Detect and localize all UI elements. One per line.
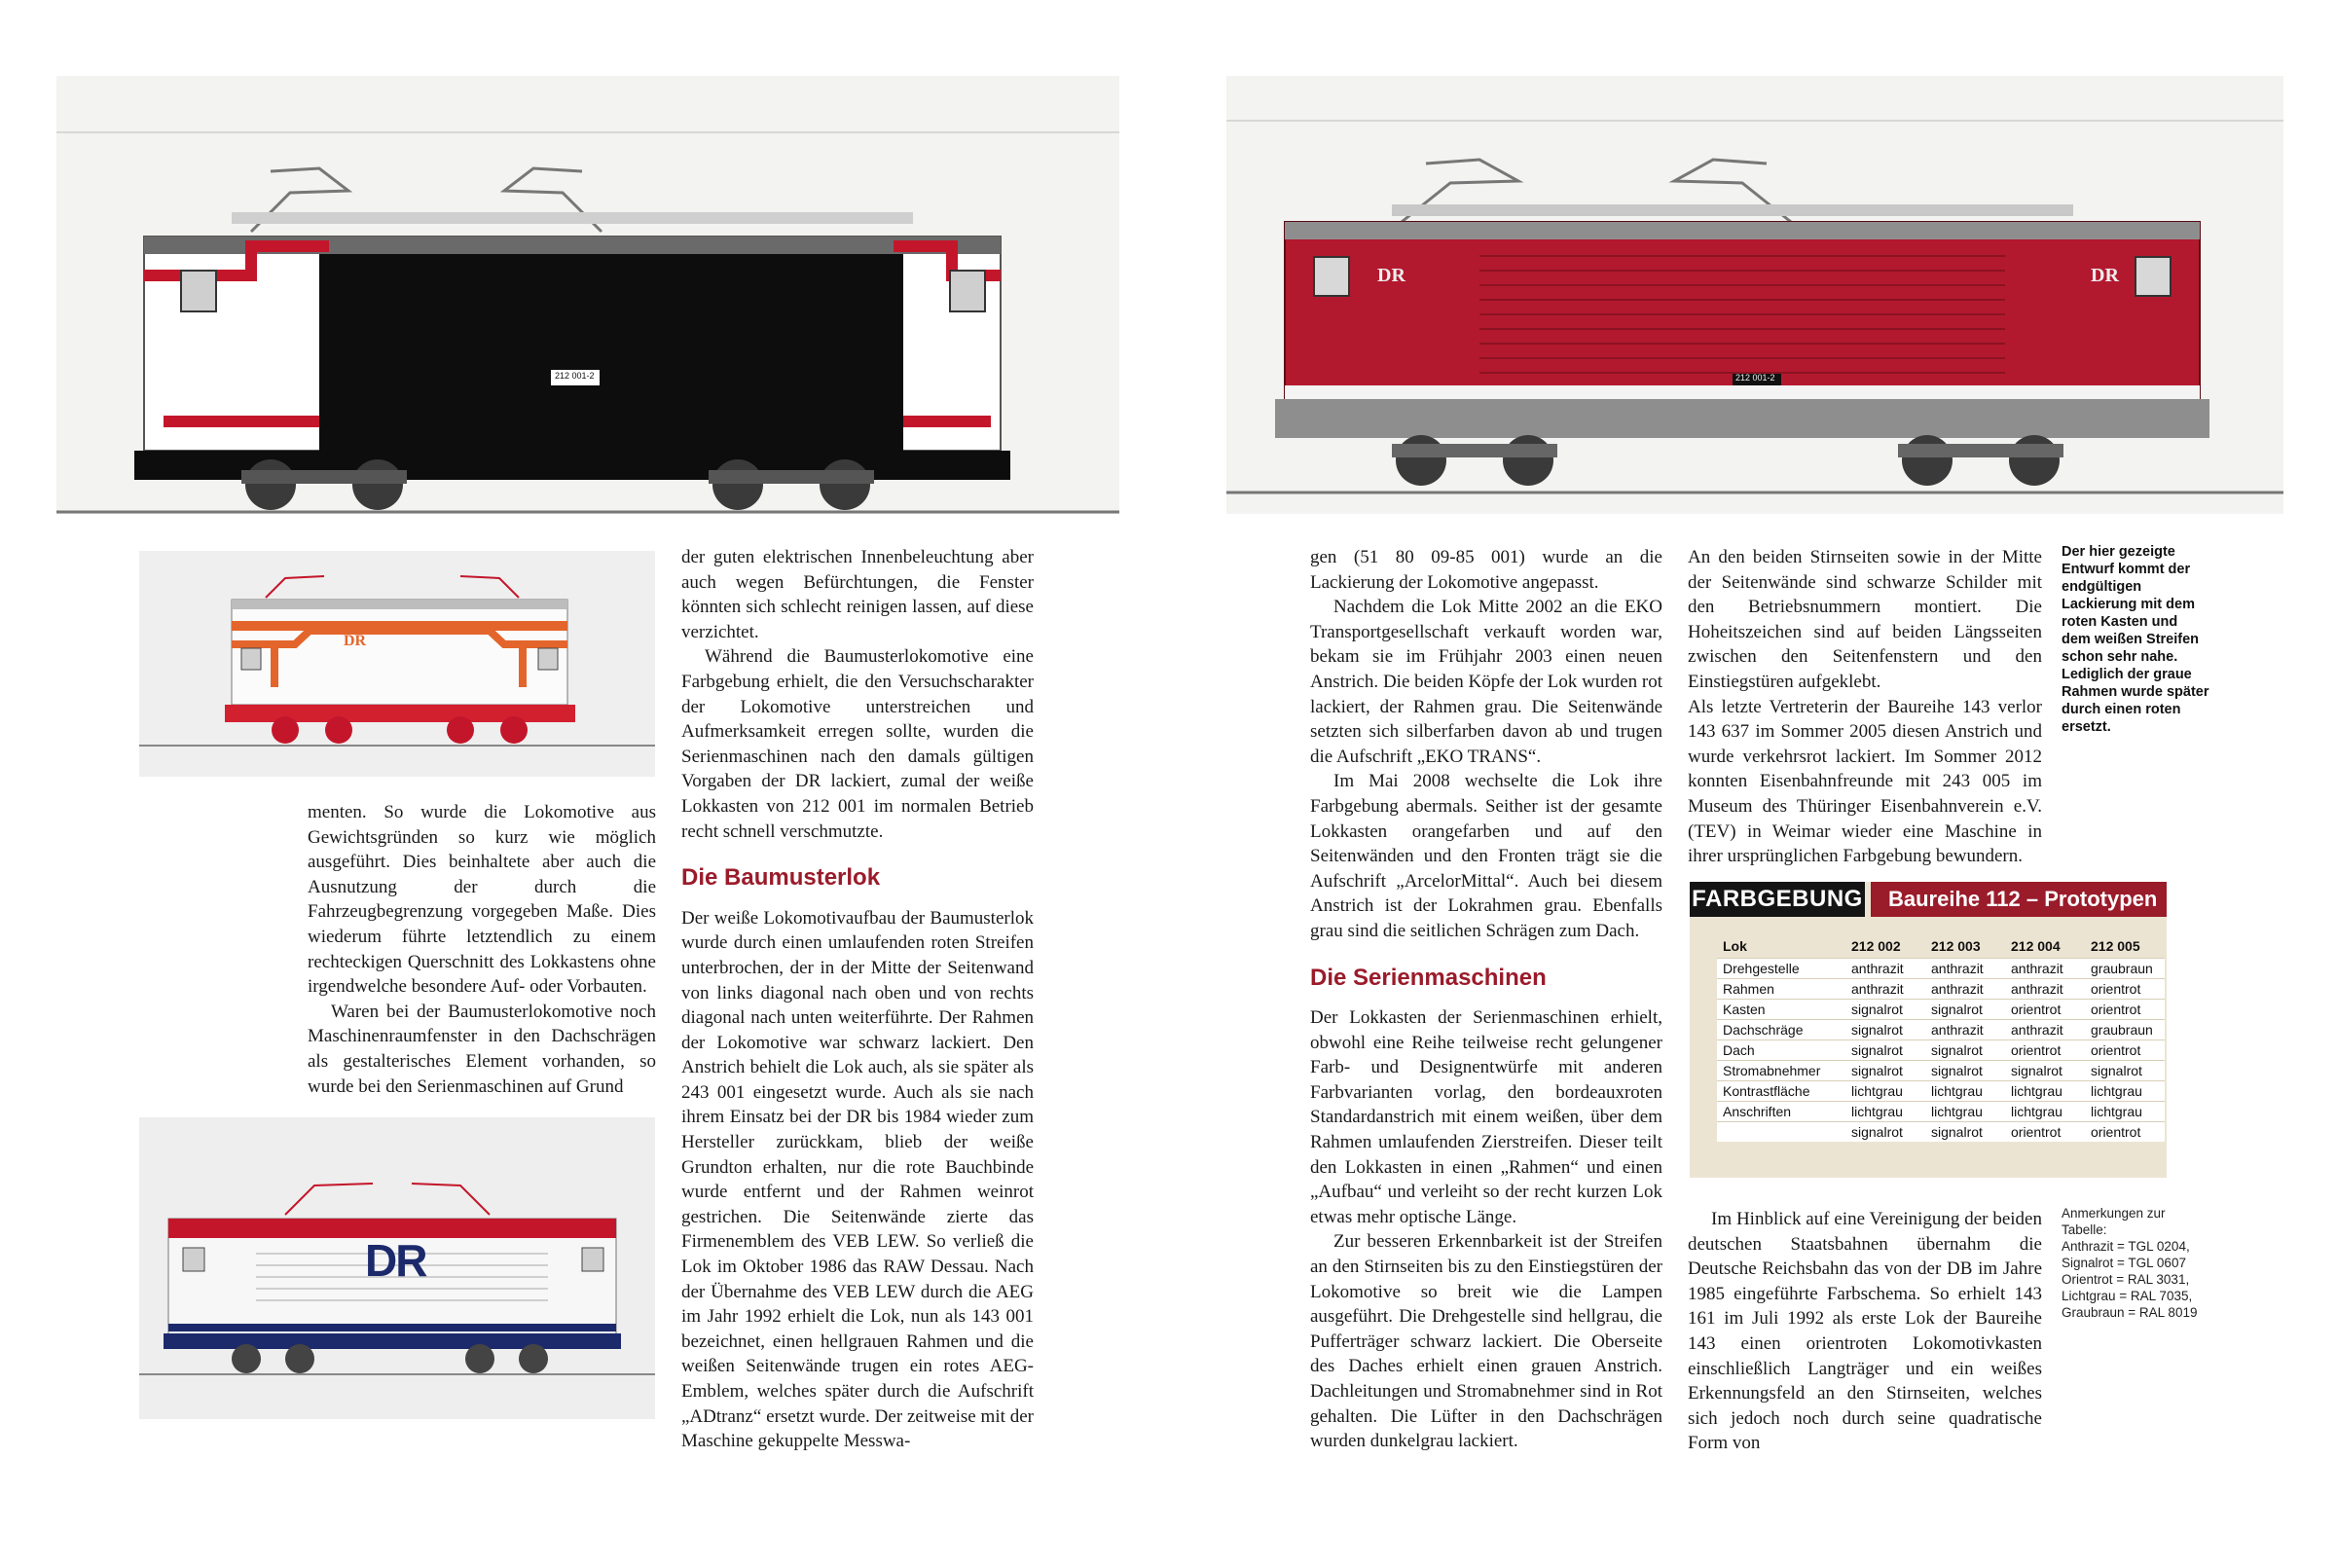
figure-caption: Der hier gezeigte Entwurf kommt der endgültigen Lackierung mit dem roten Kasten und dem weißen Streifen schon sehr nahe. Lediglich der graue Rahmen wurde später durch einen roten ersetzt. bbox=[2062, 544, 2209, 735]
color-value-cell: anthrazit bbox=[1925, 979, 2005, 1000]
paragraph: Als letzte Vertreterin der Baureihe 143 verlor 143 637 im Sommer 2005 diesen Anstrich und wurde verkehrsrot lackiert. Im Sommer 2012 konnten Eisenbahnfreunde mit 243 005 im Museum des Thüringer Eisenbahnverein e.V. (TEV) in Weimar wieder eine Maschine in ihrer ursprünglichen Farbgebung bewundern. bbox=[1688, 696, 2042, 867]
row-label-cell: Dach bbox=[1717, 1040, 1845, 1061]
color-value-cell: orientrot bbox=[2005, 1000, 2085, 1020]
color-value-cell: anthrazit bbox=[2005, 1020, 2085, 1040]
header-cell: 212 002 bbox=[1851, 938, 1901, 954]
color-value-cell: signalrot bbox=[1845, 1000, 1925, 1020]
note-line: Lichtgrau = RAL 7035, bbox=[2062, 1289, 2193, 1303]
color-value-cell: anthrazit bbox=[1925, 1020, 2005, 1040]
color-value-cell: signalrot bbox=[1925, 1061, 2005, 1081]
table-header-row bbox=[1717, 936, 2165, 959]
text-column-2 bbox=[681, 545, 1034, 1454]
paragraph: gen (51 80 09-85 001) wurde an die Lackierung der Lokomotive angepasst. bbox=[1310, 547, 1662, 593]
color-value-cell: orientrot bbox=[2005, 1040, 2085, 1061]
paragraph: Waren bei der Baumusterlokomotive noch Maschinenraumfenster in den Dachschrägen als gestalterisches Element vorhanden, so wurde bei den Serienmaschinen auf Grund bbox=[308, 1001, 656, 1097]
text-column-4 bbox=[1688, 545, 2042, 869]
paragraph: Nachdem die Lok Mitte 2002 an die EKO Transportgesellschaft verkauft worden war, bekam sie im Frühjahr 2003 einen neuen Anstrich. Die beiden Köpfe der Lok wurden rot lackiert, der Rahmen grau. Die Seitenwände setzten sich silberfarben davon ab und trugen die Aufschrift „EKO TRANS“. bbox=[1310, 597, 1662, 767]
color-value-cell: signalrot bbox=[2005, 1061, 2085, 1081]
color-value-cell: lichtgrau bbox=[2085, 1081, 2165, 1102]
paragraph: Der Lokkasten der Serienmaschinen erhielt, obwohl eine Reihe teilweise recht gelungener Farb- und Designentwürfe mit anderen Farbvarianten vorlag, den bordeauxroten Standardanstrich mit einem weißen, über dem Rahmen umlaufenden Zierstreifen. Dieser teilt den Lokkasten in einen „Rahmen“ und einen „Aufbau“ und verleiht so der recht kurzen Lok etwas mehr optische Länge. bbox=[1310, 1007, 1662, 1227]
row-label-cell: Dachschräge bbox=[1717, 1020, 1845, 1040]
table-row bbox=[1717, 1081, 2165, 1102]
color-value-cell: signalrot bbox=[2085, 1061, 2165, 1081]
text-column-4-lower bbox=[1688, 1207, 2042, 1456]
figure-loco-red-dr bbox=[1226, 76, 2283, 514]
number-plate: 212 001-2 bbox=[1735, 373, 1775, 383]
table-row bbox=[1717, 1061, 2165, 1081]
farbgebung-table bbox=[1717, 936, 2165, 1142]
color-value-cell: lichtgrau bbox=[1925, 1081, 2005, 1102]
color-value-cell: signalrot bbox=[1845, 1122, 1925, 1143]
note-line: Anmerkungen zur bbox=[2062, 1206, 2166, 1221]
paragraph: Im Hinblick auf eine Vereinigung der beiden deutschen Staatsbahnen übernahm die Deutsche Reichsbahn das von der DB im Jahre 1985 eingeführte Farbschema. So erhielt 143 161 im Juli 1992 als erste Lok der Baureihe 143 einen orientroten Lokomotivkasten einschließlich Langträger und ein weißes Erkennungsfeld an den Stirnseiten, welches sich jedoch noch durch seine quadratische Form von bbox=[1688, 1209, 2042, 1454]
note-line: Orientrot = RAL 3031, bbox=[2062, 1272, 2190, 1287]
figure-loco-blue-dr bbox=[139, 1117, 655, 1419]
table-row bbox=[1717, 979, 2165, 1000]
figure-loco-white-black bbox=[56, 76, 1119, 514]
paragraph: Zur besseren Erkennbarkeit ist der Streifen an den Stirnseiten bis zu den Einstiegstüren der Lokomotive so breit wie die Lampen ausgeführt. Die Drehgestelle sind hellgrau, die Pufferträger schwarz lackiert. Die Oberseite des Daches erhielt einen grauen Anstrich. Dachleitungen und Stromabnehmer sind in Rot gehalten. Die Lüfter in den Dachschrägen wurden dunkelgrau lackiert. bbox=[1310, 1231, 1662, 1452]
table-row bbox=[1717, 1122, 2165, 1143]
color-value-cell: graubraun bbox=[2085, 959, 2165, 979]
color-value-cell: orientrot bbox=[2085, 979, 2165, 1000]
color-value-cell: anthrazit bbox=[2005, 979, 2085, 1000]
color-value-cell: lichtgrau bbox=[2005, 1081, 2085, 1102]
row-label-cell: Kontrastfläche bbox=[1717, 1081, 1845, 1102]
paragraph: Der weiße Lokomotivaufbau der Baumusterlok wurde durch einen umlaufenden roten Streifen unterbrochen, der in der Mitte der Seitenwand von links diagonal nach oben und von rechts diagonal nach unten weiterführte. Der Rahmen der Lokomotive war schwarz lackiert. Den Anstrich behielt die Lok auch, als sie später als 243 001 eingesetzt wurde. Auch als sie nach ihrem Einsatz bei der DR bis 1984 wieder zum Hersteller zurückkam, blieb der weiße Grundton erhalten, nur die rote Bauchbinde wurde entfernt und der Rahmen weinrot gestrichen. Die Seitenwände zierte das Firmenemblem des VEB LEW. So verließ die Lok im Oktober 1986 das RAW Dessau. Nach der Übernahme des VEB LEW durch die AEG im Jahr 1992 erhielt die Lok, nun als 143 001 bezeichnet, einen hellgrauen Rahmen und die weißen Seitenwände trugen ein rotes AEG-Emblem, welches später durch die Aufschrift „ADtranz“ ersetzt wurde. Der zeitweise mit der Maschine gekuppelte Messwa- bbox=[681, 907, 1034, 1452]
color-value-cell: graubraun bbox=[2085, 1020, 2165, 1040]
table-title: FARBGEBUNG bbox=[1690, 882, 1865, 917]
table-row bbox=[1717, 1102, 2165, 1122]
header-cell: 212 005 bbox=[2091, 938, 2140, 954]
note-line: Signalrot = TGL 0607 bbox=[2062, 1256, 2186, 1270]
paragraph: menten. So wurde die Lokomotive aus Gewichtsgründen so kurz wie möglich ausgeführt. Dies beinhaltete aber auch die Ausnutzung der durch die Fahrzeugbegrenzung vorgegeben Maße. Dies wiederum führte letztendlich zu einem rechteckigen Querschnitt des Lokkastens ohne irgendwelche besondere Auf- oder Vorbauten. bbox=[308, 802, 656, 998]
dr-emblem-left: DR bbox=[1377, 265, 1405, 286]
header-cell: 212 004 bbox=[2011, 938, 2061, 954]
color-value-cell: signalrot bbox=[1845, 1040, 1925, 1061]
color-value-cell: signalrot bbox=[1925, 1000, 2005, 1020]
row-label-cell: Rahmen bbox=[1717, 979, 1845, 1000]
color-value-cell: signalrot bbox=[1845, 1020, 1925, 1040]
row-label-cell: Drehgestelle bbox=[1717, 959, 1845, 979]
header-cell: Lok bbox=[1723, 938, 1747, 954]
color-value-cell: orientrot bbox=[2085, 1040, 2165, 1061]
note-line: Anthrazit = TGL 0204, bbox=[2062, 1239, 2190, 1254]
paragraph: An den beiden Stirnseiten sowie in der Mitte der Seitenwände sind schwarze Schilder mit den Betriebsnummern montiert. Die Hoheitszeichen sind auf beiden Längsseiten zwischen den Seitenfenstern und den Einstiegstüren aufgeklebt. bbox=[1688, 547, 2042, 692]
color-value-cell: lichtgrau bbox=[1925, 1102, 2005, 1122]
paragraph: Im Mai 2008 wechselte die Lok ihre Farbgebung abermals. Seither ist der gesamte Lokkasten orangefarben und auf den Seitenwänden und den Fronten trägt sie die Aufschrift „ArcelorMittal“. Auch bei diesem Anstrich ist der Lokrahmen grau. Ebenfalls grau sind die seitlichen Schrägen zum Dach. bbox=[1310, 771, 1662, 941]
color-value-cell: lichtgrau bbox=[2085, 1102, 2165, 1122]
number-plate: 212 001-2 bbox=[555, 371, 595, 381]
text-column-1 bbox=[308, 800, 656, 1099]
color-value-cell: lichtgrau bbox=[1845, 1081, 1925, 1102]
note-line: Graubraun = RAL 8019 bbox=[2062, 1305, 2198, 1320]
color-value-cell: orientrot bbox=[2085, 1122, 2165, 1143]
table-row bbox=[1717, 1040, 2165, 1061]
color-value-cell: signalrot bbox=[1845, 1061, 1925, 1081]
row-label-cell bbox=[1717, 1122, 1845, 1143]
table-header bbox=[1690, 882, 2167, 917]
color-value-cell: orientrot bbox=[2005, 1122, 2085, 1143]
table-row bbox=[1717, 959, 2165, 979]
table-subtitle: Baureihe 112 – Prototypen bbox=[1871, 882, 2167, 917]
note-line: Tabelle: bbox=[2062, 1222, 2107, 1237]
row-label-cell: Kasten bbox=[1717, 1000, 1845, 1020]
color-value-cell: orientrot bbox=[2085, 1000, 2165, 1020]
color-value-cell: signalrot bbox=[1925, 1040, 2005, 1061]
figure-loco-orange-stripes bbox=[139, 551, 655, 777]
color-value-cell: lichtgrau bbox=[1845, 1102, 1925, 1122]
color-value-cell: anthrazit bbox=[1845, 979, 1925, 1000]
table-row bbox=[1717, 1000, 2165, 1020]
paragraph: Während die Baumusterlokomotive eine Farbgebung erhielt, die den Versuchscharakter der Lokomotive unterstreichen und Aufmerksamkeit erregen sollte, wurden die Serienmaschinen nach den damals gültigen Vorgaben der DR lackiert, zumal der weiße Lokkasten von 212 001 im normalen Betrieb recht schnell verschmutzte. bbox=[681, 646, 1034, 842]
color-value-cell: anthrazit bbox=[1925, 959, 2005, 979]
dr-emblem: DR bbox=[365, 1235, 426, 1286]
section-heading-baumusterlok: Die Baumusterlok bbox=[681, 864, 881, 892]
color-value-cell: signalrot bbox=[1925, 1122, 2005, 1143]
dr-emblem: DR bbox=[344, 633, 367, 649]
color-value-cell: anthrazit bbox=[1845, 959, 1925, 979]
paragraph: der guten elektrischen Innenbeleuchtung aber auch wegen Befürchtungen, die Fenster könnten sich schlecht reinigen lassen, auf diese verzichtet. bbox=[681, 547, 1034, 642]
row-label-cell: Anschriften bbox=[1717, 1102, 1845, 1122]
text-column-3 bbox=[1310, 545, 1662, 1454]
dr-emblem-right: DR bbox=[2091, 265, 2119, 286]
row-label-cell: Stromabnehmer bbox=[1717, 1061, 1845, 1081]
table-row bbox=[1717, 1020, 2165, 1040]
header-cell: 212 003 bbox=[1931, 938, 1981, 954]
color-value-cell: anthrazit bbox=[2005, 959, 2085, 979]
table-notes bbox=[2062, 1205, 2197, 1321]
color-value-cell: lichtgrau bbox=[2005, 1102, 2085, 1122]
section-heading-serienmaschinen: Die Serienmaschinen bbox=[1310, 964, 1547, 991]
